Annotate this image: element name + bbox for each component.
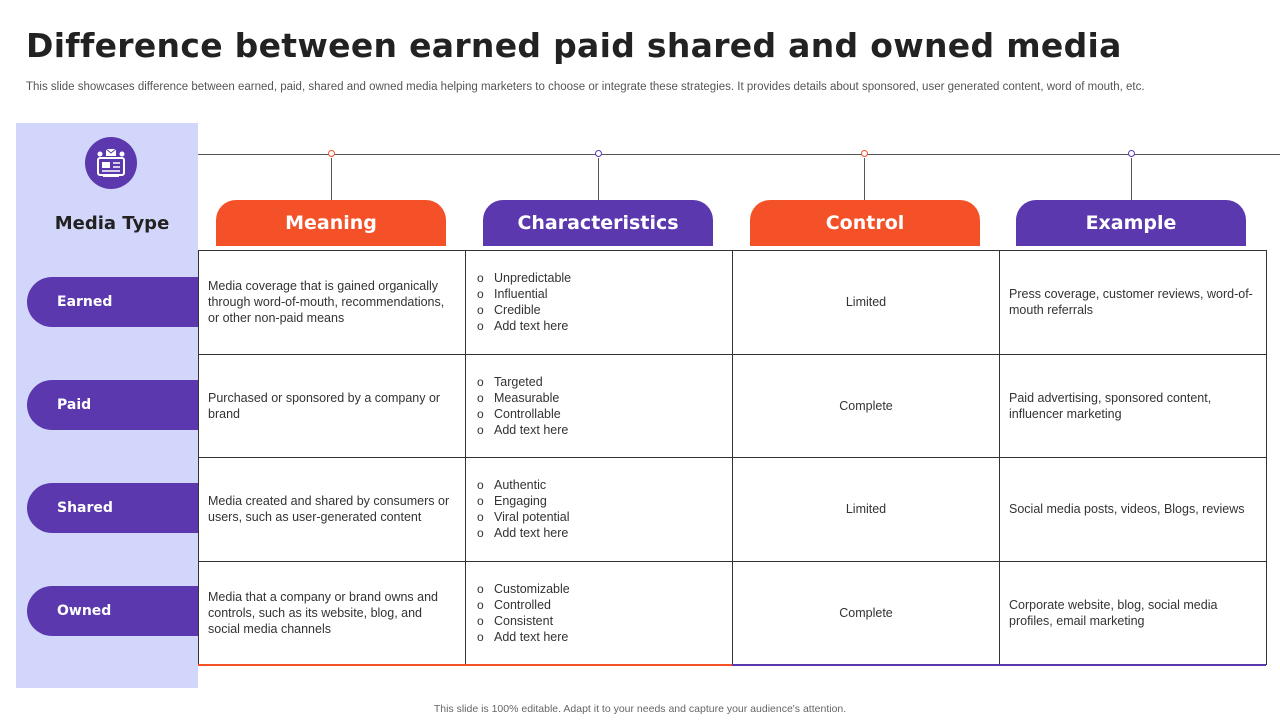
list-item: o Controllable [475,406,723,422]
media-marketing-icon [85,137,137,189]
connector-dot [1128,150,1135,157]
column-header-meaning: Meaning [216,200,446,246]
list-item: o Customizable [475,581,723,597]
list-item: o Authentic [475,477,723,493]
table-row [199,354,1267,458]
connector-dot [328,150,335,157]
table-bottom-accent [198,664,1266,666]
list-item: o Controlled [475,597,723,613]
control-cell: Complete [733,561,1000,665]
connector-line [198,154,1280,155]
list-item: o Add text here [475,422,723,438]
list-item: o Measurable [475,390,723,406]
connector-dot [861,150,868,157]
row-label-owned: Owned [27,586,198,636]
footer-note: This slide is 100% editable. Adapt it to your needs and capture your audience's attention. [433,703,847,715]
table-row [199,561,1267,665]
table-row [199,458,1267,562]
list-item: o Viral potential [475,509,723,525]
list-item: o Add text here [475,629,723,645]
connector-stem [1131,158,1132,200]
list-item: o Add text here [475,525,723,541]
comparison-table [198,250,1267,665]
row-label-paid: Paid [27,380,198,430]
list-item: o Add text here [475,318,723,334]
control-cell: Complete [733,354,1000,458]
characteristics-cell [466,251,733,355]
meaning-cell: Purchased or sponsored by a company or brand [199,354,466,458]
page-subtitle: This slide showcases difference between earned, paid, shared and owned media helping marketers to choose or integrate these strategies. It provides details about sponsored, user generated content, word of mouth, etc. [26,81,1145,93]
control-cell: Limited [733,458,1000,562]
list-item: o Targeted [475,374,723,390]
meaning-cell: Media created and shared by consumers or users, such as user-generated content [199,458,466,562]
characteristics-cell [466,458,733,562]
list-item: o Credible [475,302,723,318]
control-cell: Limited [733,251,1000,355]
row-label-shared: Shared [27,483,198,533]
connector-stem [598,158,599,200]
meaning-cell: Media that a company or brand owns and controls, such as its website, blog, and social media channels [199,561,466,665]
row-label-earned: Earned [27,277,198,327]
meaning-cell: Media coverage that is gained organically through word-of-mouth, recommendations, or other non-paid means [199,251,466,355]
list-item: o Engaging [475,493,723,509]
list-item: o Consistent [475,613,723,629]
column-header-example: Example [1016,200,1246,246]
list-item: o Unpredictable [475,270,723,286]
connector-dot [595,150,602,157]
connector-stem [864,158,865,200]
characteristics-cell [466,354,733,458]
column-header-control: Control [750,200,980,246]
table-row [199,251,1267,355]
column-header-characteristics: Characteristics [483,200,713,246]
connector-stem [331,158,332,200]
list-item: o Influential [475,286,723,302]
characteristics-cell [466,561,733,665]
media-type-heading: Media Type [54,213,170,234]
page-title: Difference between earned paid shared and owned media [26,26,1122,65]
example-cell: Social media posts, videos, Blogs, reviews [1000,458,1267,562]
example-cell: Press coverage, customer reviews, word-of-mouth referrals [1000,251,1267,355]
example-cell: Paid advertising, sponsored content, influencer marketing [1000,354,1267,458]
example-cell: Corporate website, blog, social media profiles, email marketing [1000,561,1267,665]
